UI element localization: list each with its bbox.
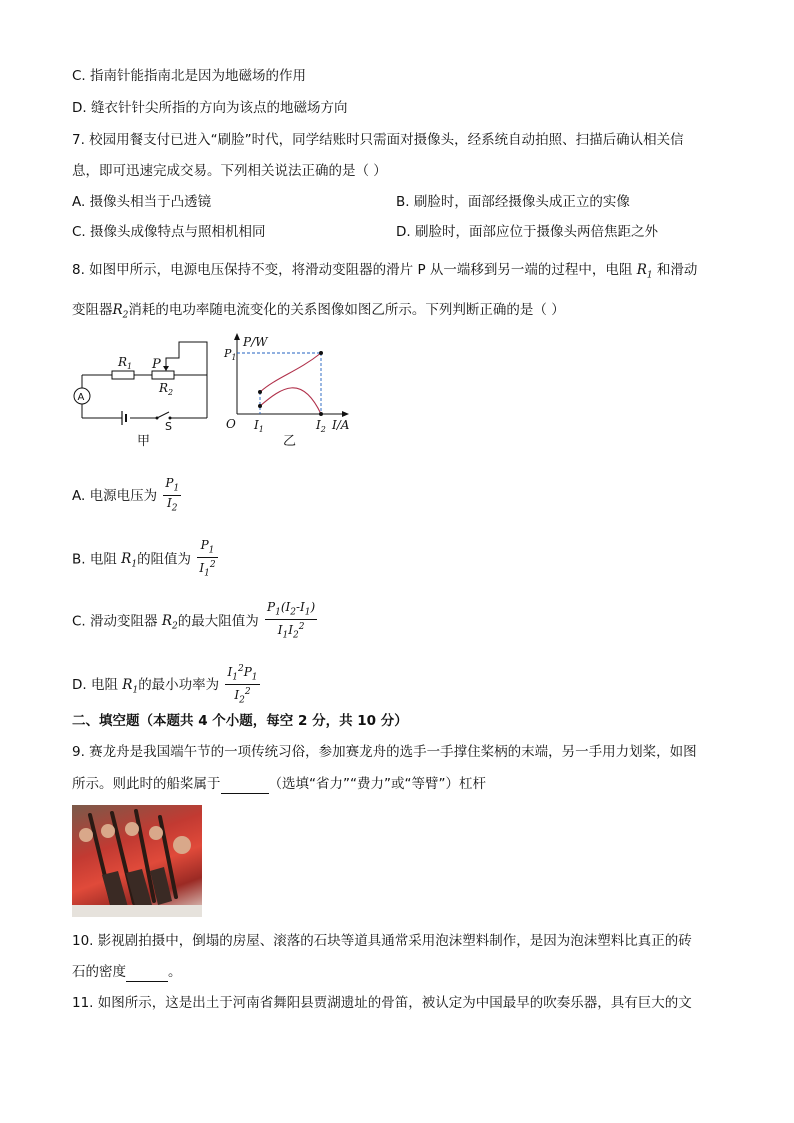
svg-text:I1: $I_1$ [254,418,264,434]
q9-stem-text-a: 所示。则此时的船桨属于 [72,776,221,792]
q7-option-b: B. 刷脸时，面部经摄像头成正立的实像 [396,194,630,210]
q8-option-a-fraction: $\frac{P_1}{I_2}$ [165,476,180,514]
q8-option-b-fraction: $\frac{P_1}{I_1^2}$ [199,538,216,579]
q7-stem-line1: 7. 校园用餐支付已进入“刷脸”时代，同学结账时只需面对摄像头，经系统自动拍照、扫描后确认相关信 [72,132,684,148]
q6-option-d: D. 缝衣针针尖所指的方向为该点的地磁场方向 [72,100,348,116]
q8-r1-symbol: $R_1$ [636,262,653,281]
q8-option-d-text-b: 的最小功率为 [138,676,220,693]
q7-option-d: D. 刷脸时，面部应位于摄像头两倍焦距之外 [396,224,658,240]
q8-option-c-text-a: C. 滑动变阻器 [72,613,158,630]
q8-power-current-graph [222,332,362,442]
circuit-caption: 甲 [137,434,151,449]
section-2-title: 二、填空题（本题共 4 个小题，每空 2 分，共 10 分） [72,713,408,729]
q8-option-d-fraction: $\frac{I_1^2P_1}{I_2^2}$ [227,664,258,706]
q6-option-c: C. 指南针能指南北是因为地磁场的作用 [72,68,307,84]
graph-x-axis-label: I/A [332,418,350,432]
q9-stem-text-b: （选填“省力”“费力”或“等臂”）杠杆 [268,776,486,792]
q9-stem-line2 [72,774,486,794]
q8-r2-symbol: $R_2$ [112,302,129,321]
q8-stem-text-d: 消耗的电功率随电流变化的关系图像如图乙所示。下列判断正确的是（ ） [128,302,565,318]
q10-stem-text-a: 石的密度 [72,964,126,980]
graph-y-axis-label: P/W [243,335,268,349]
q8-circuit-diagram [70,340,220,435]
circuit-r1-label: R [118,355,128,369]
q8-option-a-text: A. 电源电压为 [72,487,158,504]
q8-stem-text-c: 变阻器 [72,302,113,318]
q8-option-d-r1: $R_1$ [122,676,139,696]
svg-text:I2: $I_2$ [316,418,326,434]
graph-i2-label: I [316,418,321,432]
svg-text:R2: $R_2$ [159,381,174,397]
q9-stem-line1: 9. 赛龙舟是我国端午节的一项传统习俗，参加赛龙舟的选手一手撑住桨柄的末端，另一手用力划桨，如图 [72,744,697,760]
q10-stem-text-b: 。 [168,964,182,980]
q10-stem-line2 [72,962,182,982]
q8-option-b [72,538,218,581]
graph-origin-label: O [226,417,236,431]
q8-option-c-r2: $R_2$ [161,613,178,633]
svg-text:P1: $P_1$ [224,347,237,362]
q7-option-a: A. 摄像头相当于凸透镜 [72,194,212,210]
q8-option-c-text-b: 的最大阻值为 [177,613,259,630]
switch-label: S [165,420,172,433]
q9-answer-blank[interactable] [221,779,269,794]
q11-stem-line1: 11. 如图所示，这是出土于河南省舞阳县贾湖遗址的骨笛，被认定为中国最早的吹奏乐器，具有巨大的文 [72,995,692,1011]
svg-text:R1: $R_1$ [118,355,133,371]
q8-stem-line1 [72,260,697,286]
graph-caption: 乙 [283,434,297,449]
q8-stem-text-a: 8. 如图甲所示，电源电压保持不变，将滑动变阻器的滑片 P 从一端移到另一端的过程中，电阻 [72,262,633,278]
q8-option-c-fraction: $\frac{P_1(I_2-I_1)}{I_1I_2^2}$ [267,600,316,641]
q7-option-c: C. 摄像头成像特点与照相机相同 [72,224,266,240]
q8-option-a [72,476,181,516]
graph-i1-label: I [254,418,259,432]
q8-stem-line2 [72,300,565,326]
q10-answer-blank[interactable] [126,967,168,982]
circuit-r2-label: R [159,381,169,395]
q8-option-d [72,662,260,708]
q8-option-c [72,600,317,643]
dragon-boat-photo [72,805,202,917]
q8-option-d-text-a: D. 电阻 [72,676,118,693]
circuit-p-label: P [152,357,161,372]
q8-option-b-text-a: B. 电阻 [72,551,117,568]
q8-option-b-text-b: 的阻值为 [137,551,192,568]
ammeter-label: A [77,392,85,403]
q8-option-b-r1: $R_1$ [121,551,138,571]
graph-p1-label: P [224,347,232,360]
q8-stem-text-b: 和滑动 [656,262,698,278]
q7-stem-line2: 息，即可迅速完成交易。下列相关说法正确的是（ ） [72,163,387,179]
q10-stem-line1: 10. 影视剧拍摄中，倒塌的房屋、滚落的石块等道具通常采用泡沫塑料制作，是因为泡沫塑料比真正的砖 [72,933,692,949]
